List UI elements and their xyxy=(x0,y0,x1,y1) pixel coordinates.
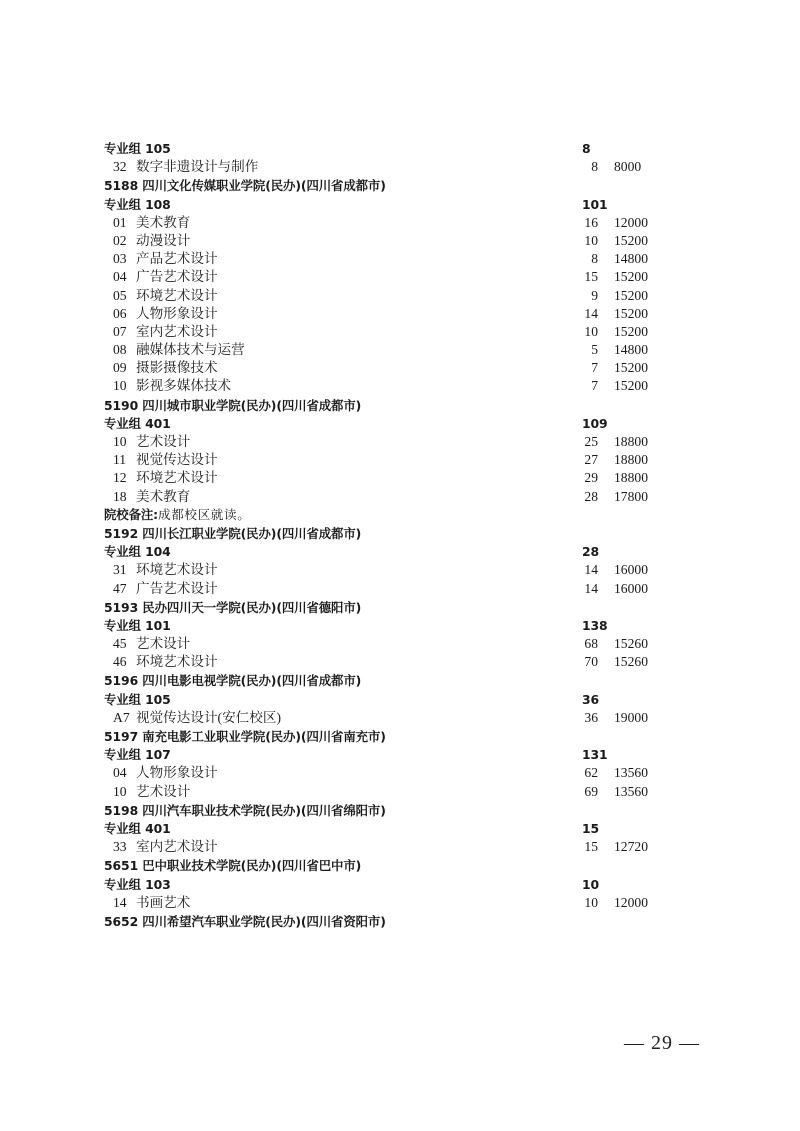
major-row xyxy=(104,250,704,268)
major-plan-count: 14 xyxy=(584,305,598,321)
school-name: 5192 四川长江职业学院(民办)(四川省成都市) xyxy=(104,525,362,541)
major-plan-count: 36 xyxy=(584,709,598,725)
major-group-label: 专业组 107 xyxy=(104,747,171,763)
major-tuition: 15200 xyxy=(614,287,648,303)
major-row xyxy=(104,709,704,727)
major-code: 10 xyxy=(113,434,127,449)
major-plan-count: 28 xyxy=(584,488,598,504)
group-plan-count: 8 xyxy=(582,141,591,156)
major-tuition: 19000 xyxy=(614,709,648,725)
major-code: 09 xyxy=(113,360,127,376)
major-name: 影视多媒体技术 xyxy=(136,378,232,394)
major-tuition: 12000 xyxy=(614,894,648,910)
major-plan-count: 16 xyxy=(584,214,598,230)
major-group-label: 专业组 108 xyxy=(104,196,171,212)
major-plan-count: 15 xyxy=(584,839,598,855)
major-plan-count: 62 xyxy=(584,765,598,781)
school-name: 5196 四川电影电视学院(民办)(四川省成都市) xyxy=(104,673,362,689)
major-group-row xyxy=(104,196,704,214)
admission-plan-list xyxy=(104,140,704,931)
school-heading xyxy=(104,599,704,617)
major-row xyxy=(104,488,704,506)
major-row xyxy=(104,359,704,377)
major-group-row xyxy=(104,746,704,764)
major-plan-count: 14 xyxy=(584,580,598,596)
major-name: 环境艺术设计 xyxy=(136,654,218,670)
major-group-row xyxy=(104,876,704,894)
major-tuition: 15200 xyxy=(614,232,648,248)
major-code: 32 xyxy=(113,159,127,175)
major-code: 02 xyxy=(113,232,127,248)
major-group-label: 专业组 105 xyxy=(104,691,171,707)
major-plan-count: 7 xyxy=(591,360,598,376)
major-name: 数字非遗设计与制作 xyxy=(136,159,259,175)
major-row xyxy=(104,469,704,487)
major-code: 04 xyxy=(113,269,127,285)
major-row xyxy=(104,305,704,323)
group-plan-count: 15 xyxy=(582,820,600,836)
major-name: 人物形象设计 xyxy=(136,305,218,321)
major-row xyxy=(104,894,704,912)
major-row xyxy=(104,232,704,250)
major-code: 10 xyxy=(113,783,127,799)
major-code: 10 xyxy=(113,378,127,394)
major-name: 环境艺术设计 xyxy=(136,562,218,578)
major-code: 06 xyxy=(113,305,127,321)
major-tuition: 16000 xyxy=(614,562,648,578)
major-row xyxy=(104,158,704,176)
major-group-label: 专业组 105 xyxy=(104,141,171,156)
school-heading xyxy=(104,913,704,931)
major-name: 艺术设计 xyxy=(136,783,191,799)
major-plan-count: 69 xyxy=(584,783,598,799)
school-name: 5188 四川文化传媒职业学院(民办)(四川省成都市) xyxy=(104,178,386,194)
school-name: 5198 四川汽车职业技术学院(民办)(四川省绵阳市) xyxy=(104,802,386,818)
major-row xyxy=(104,653,704,671)
major-name: 艺术设计 xyxy=(136,636,191,652)
major-plan-count: 5 xyxy=(591,342,598,358)
major-code: 08 xyxy=(113,342,127,358)
major-code: 11 xyxy=(113,452,127,468)
major-group-label: 专业组 104 xyxy=(104,544,171,560)
group-plan-count: 10 xyxy=(582,876,600,892)
major-tuition: 15200 xyxy=(614,378,648,394)
major-name: 书画艺术 xyxy=(136,894,191,910)
school-heading xyxy=(104,857,704,875)
major-group-label: 专业组 101 xyxy=(104,617,171,633)
major-name: 视觉传达设计 xyxy=(136,452,218,468)
major-tuition: 8000 xyxy=(614,159,642,175)
major-name: 动漫设计 xyxy=(136,232,191,248)
major-tuition: 13560 xyxy=(614,765,648,781)
major-row xyxy=(104,580,704,598)
major-name: 广告艺术设计 xyxy=(136,269,218,285)
group-plan-count: 36 xyxy=(582,691,600,707)
major-name: 广告艺术设计 xyxy=(136,580,218,596)
school-name: 5651 巴中职业技术学院(民办)(四川省巴中市) xyxy=(104,858,362,874)
major-name: 产品艺术设计 xyxy=(136,251,218,267)
school-heading xyxy=(104,728,704,746)
major-name: 人物形象设计 xyxy=(136,765,218,781)
major-code: 14 xyxy=(113,894,127,910)
major-row xyxy=(104,268,704,286)
major-row xyxy=(104,287,704,305)
major-code: 05 xyxy=(113,287,127,303)
major-tuition: 15260 xyxy=(614,654,648,670)
major-row xyxy=(104,214,704,232)
major-group-row xyxy=(104,415,704,433)
major-name: 美术教育 xyxy=(136,214,191,230)
major-tuition: 14800 xyxy=(614,251,648,267)
major-plan-count: 8 xyxy=(591,159,598,175)
major-name: 室内艺术设计 xyxy=(136,839,218,855)
major-tuition: 15200 xyxy=(614,305,648,321)
major-tuition: 12000 xyxy=(614,214,648,230)
major-row xyxy=(104,323,704,341)
major-name: 融媒体技术与运营 xyxy=(136,342,245,358)
major-row xyxy=(104,838,704,856)
major-code: 47 xyxy=(113,580,127,596)
major-code: 04 xyxy=(113,765,127,781)
major-tuition: 16000 xyxy=(614,580,648,596)
major-group-row xyxy=(104,543,704,561)
major-row xyxy=(104,451,704,469)
major-row xyxy=(104,635,704,653)
major-plan-count: 68 xyxy=(584,636,598,652)
major-row xyxy=(104,341,704,359)
school-name: 5193 民办四川天一学院(民办)(四川省德阳市) xyxy=(104,599,362,615)
major-group-row xyxy=(104,820,704,838)
major-group-label: 专业组 103 xyxy=(104,876,171,892)
major-code: 07 xyxy=(113,323,127,339)
major-group-label: 专业组 401 xyxy=(104,415,171,431)
major-code: 31 xyxy=(113,562,127,578)
major-tuition: 15200 xyxy=(614,360,648,376)
major-plan-count: 8 xyxy=(591,251,598,267)
major-tuition: 15200 xyxy=(614,323,648,339)
major-code: 18 xyxy=(113,488,127,504)
major-name: 摄影摄像技术 xyxy=(136,360,218,376)
major-code: 01 xyxy=(113,214,127,230)
remark-label: 院校备注: xyxy=(104,506,159,522)
major-tuition: 17800 xyxy=(614,488,648,504)
group-plan-count: 131 xyxy=(582,747,608,763)
major-plan-count: 7 xyxy=(591,378,598,394)
major-plan-count: 10 xyxy=(584,323,598,339)
major-plan-count: 15 xyxy=(584,269,598,285)
remark-text: 成都校区就读。 xyxy=(158,506,251,522)
major-name: 室内艺术设计 xyxy=(136,323,218,339)
school-remark xyxy=(104,506,704,524)
group-plan-count: 109 xyxy=(582,415,608,431)
major-code: 33 xyxy=(113,839,127,855)
remark-line xyxy=(104,506,250,524)
major-row xyxy=(104,433,704,451)
major-name: 视觉传达设计(安仁校区) xyxy=(136,709,281,725)
major-tuition: 15200 xyxy=(614,269,648,285)
school-name: 5190 四川城市职业学院(民办)(四川省成都市) xyxy=(104,397,362,413)
major-plan-count: 14 xyxy=(584,562,598,578)
school-heading xyxy=(104,525,704,543)
major-tuition: 12720 xyxy=(614,839,648,855)
school-heading xyxy=(104,802,704,820)
major-plan-count: 10 xyxy=(584,232,598,248)
major-tuition: 13560 xyxy=(614,783,648,799)
major-group-row xyxy=(104,140,704,158)
major-name: 美术教育 xyxy=(136,488,191,504)
group-plan-count: 101 xyxy=(582,196,608,212)
major-tuition: 15260 xyxy=(614,636,648,652)
school-heading xyxy=(104,672,704,690)
major-plan-count: 29 xyxy=(584,470,598,486)
major-tuition: 18800 xyxy=(614,452,648,468)
major-code: 46 xyxy=(113,654,127,670)
page-number: — 29 — xyxy=(624,1032,700,1054)
major-row xyxy=(104,783,704,801)
school-name: 5197 南充电影工业职业学院(民办)(四川省南充市) xyxy=(104,729,386,744)
major-row xyxy=(104,377,704,395)
major-tuition: 18800 xyxy=(614,434,648,449)
major-name: 环境艺术设计 xyxy=(136,470,218,486)
major-code: 45 xyxy=(113,636,127,652)
major-code: A7 xyxy=(113,709,130,725)
major-name: 环境艺术设计 xyxy=(136,287,218,303)
major-plan-count: 25 xyxy=(584,434,598,449)
school-heading xyxy=(104,397,704,415)
major-row xyxy=(104,561,704,579)
major-group-row xyxy=(104,691,704,709)
major-group-label: 专业组 401 xyxy=(104,820,171,836)
major-code: 12 xyxy=(113,470,127,486)
major-tuition: 18800 xyxy=(614,470,648,486)
major-plan-count: 27 xyxy=(584,452,598,468)
major-row xyxy=(104,764,704,782)
major-tuition: 14800 xyxy=(614,342,648,358)
major-plan-count: 10 xyxy=(584,894,598,910)
school-name: 5652 四川希望汽车职业学院(民办)(四川省资阳市) xyxy=(104,913,386,929)
major-group-row xyxy=(104,617,704,635)
group-plan-count: 28 xyxy=(582,544,600,560)
major-plan-count: 9 xyxy=(591,287,598,303)
major-name: 艺术设计 xyxy=(136,434,191,449)
school-heading xyxy=(104,177,704,195)
major-plan-count: 70 xyxy=(584,654,598,670)
major-code: 03 xyxy=(113,251,127,267)
group-plan-count: 138 xyxy=(582,617,608,633)
